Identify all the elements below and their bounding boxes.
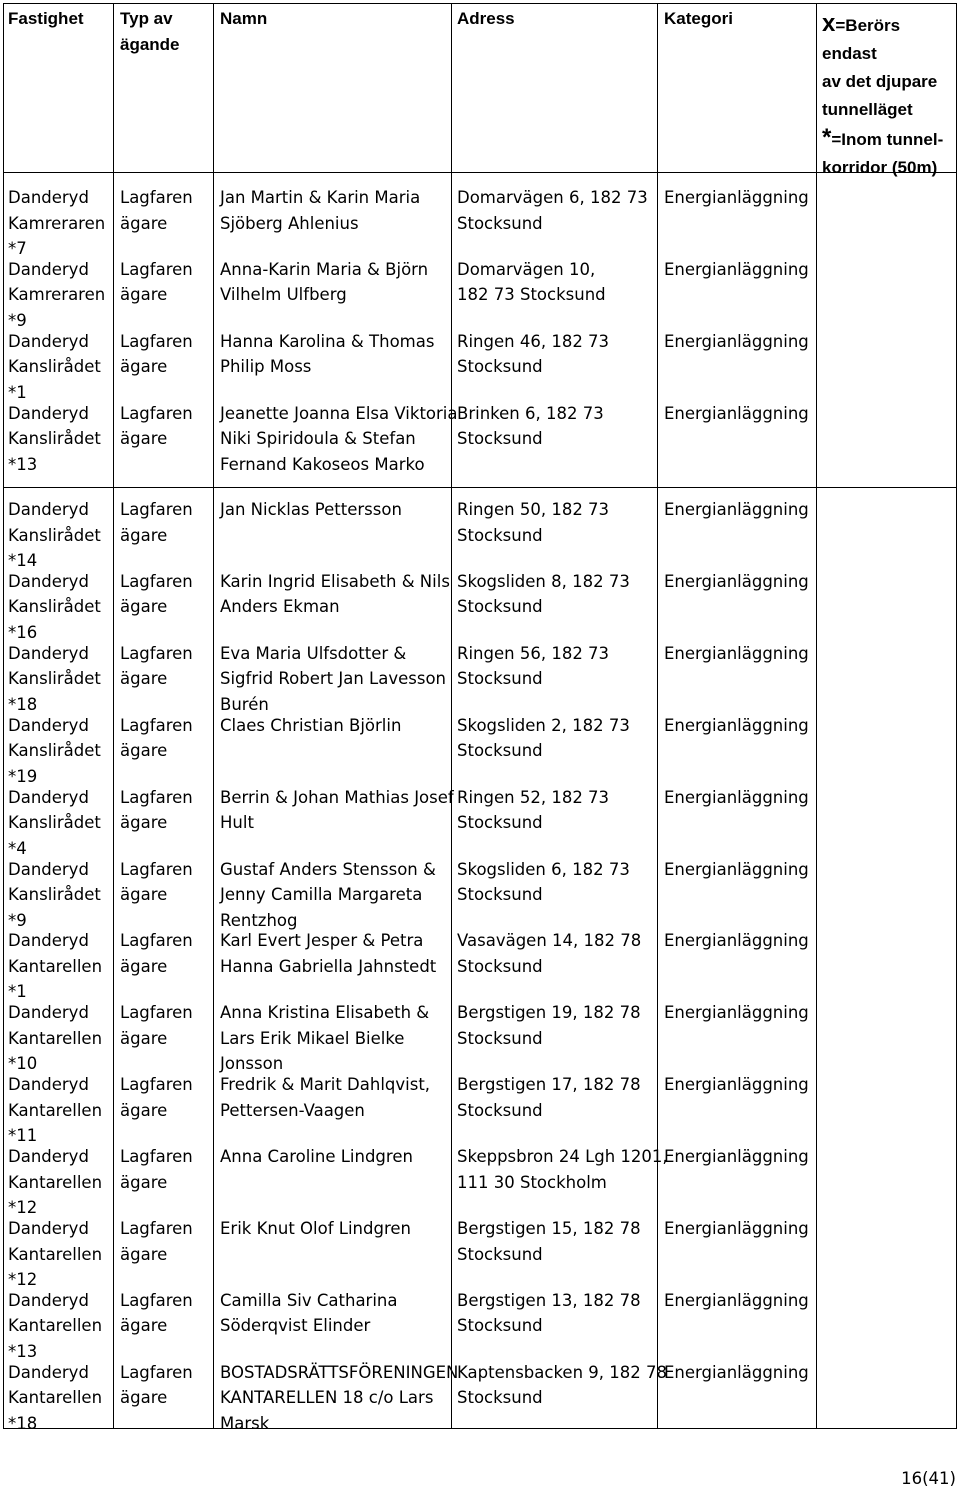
cell-kat: Energianläggning bbox=[664, 1290, 809, 1310]
table-row bbox=[0, 497, 960, 569]
cell-kat: Energianläggning bbox=[664, 403, 809, 423]
table-row bbox=[0, 185, 960, 257]
cell-namn: Camilla Siv Catharina Söderqvist Elinder bbox=[220, 1290, 398, 1336]
header-adress: Adress bbox=[457, 9, 515, 28]
cell-typ: Lagfaren ägare bbox=[120, 1147, 193, 1192]
table-row bbox=[0, 641, 960, 713]
cell-adr: Ringen 46, 182 73 Stocksund bbox=[457, 331, 610, 377]
table-row bbox=[0, 1144, 960, 1216]
cell-fast: Danderyd Kantarellen *12 bbox=[8, 1219, 103, 1289]
cell-fast: Danderyd Kantarellen *18 bbox=[8, 1362, 103, 1433]
cell-fast: Danderyd Kantarellen *10 bbox=[8, 1003, 103, 1074]
cell-adr: Bergstigen 19, 182 78 Stocksund bbox=[457, 1003, 641, 1048]
cell-kat: Energianläggning bbox=[664, 1147, 809, 1167]
cell-kat: Energianläggning bbox=[664, 259, 809, 279]
cell-typ: Lagfaren ägare bbox=[120, 787, 193, 833]
cell-namn: Erik Knut Olof Lindgren bbox=[220, 1219, 411, 1238]
cell-fast: Danderyd Kamreraren *7 bbox=[8, 188, 106, 258]
cell-namn: Gustaf Anders Stensson & Jenny Camilla Margareta Rentzhog bbox=[220, 859, 436, 930]
cell-typ: Lagfaren ägare bbox=[120, 1075, 193, 1120]
cell-kat: Energianläggning bbox=[664, 787, 809, 807]
header-namn: Namn bbox=[220, 9, 268, 28]
cell-namn: Jan Martin & Karin Maria Sjöberg Ahlenius bbox=[220, 188, 421, 233]
header-divider bbox=[3, 172, 957, 173]
header-typ-av-agande: Typ av ägande bbox=[120, 9, 180, 54]
cell-namn: Claes Christian Björlin bbox=[220, 715, 402, 735]
cell-namn: BOSTADSRÄTTSFÖRENINGEN KANTARELLEN 18 c/o Lars Marsk bbox=[220, 1362, 459, 1433]
cell-fast: Danderyd Kanslirådet *13 bbox=[8, 403, 101, 474]
cell-namn: Hanna Karolina & Thomas Philip Moss bbox=[220, 331, 435, 377]
cell-typ: Lagfaren ägare bbox=[120, 259, 193, 305]
cell-fast: Danderyd Kanslirådet *19 bbox=[8, 715, 101, 786]
cell-kat: Energianläggning bbox=[664, 331, 809, 351]
table-row bbox=[0, 1072, 960, 1144]
cell-fast: Danderyd Kanslirådet *9 bbox=[8, 859, 101, 930]
cell-namn: Anna-Karin Maria & Björn Vilhelm Ulfberg bbox=[220, 259, 429, 305]
cell-kat: Energianläggning bbox=[664, 188, 809, 207]
cell-kat: Energianläggning bbox=[664, 1003, 809, 1023]
cell-typ: Lagfaren ägare bbox=[120, 571, 193, 617]
cell-adr: Skogsliden 2, 182 73 Stocksund bbox=[457, 715, 630, 761]
cell-typ: Lagfaren ägare bbox=[120, 1219, 193, 1264]
cell-kat: Energianläggning bbox=[664, 715, 809, 735]
cell-kat: Energianläggning bbox=[664, 571, 809, 591]
group-divider bbox=[3, 487, 957, 488]
cell-typ: Lagfaren ägare bbox=[120, 331, 193, 377]
table-row bbox=[0, 1360, 960, 1432]
table-row bbox=[0, 257, 960, 329]
cell-namn: Berrin & Johan Mathias Josef Hult bbox=[220, 787, 454, 833]
cell-fast: Danderyd Kantarellen *12 bbox=[8, 1147, 103, 1218]
header-kategori: Kategori bbox=[664, 9, 733, 28]
cell-kat: Energianläggning bbox=[664, 1219, 809, 1238]
cell-fast: Danderyd Kamreraren *9 bbox=[8, 259, 106, 330]
cell-kat: Energianläggning bbox=[664, 859, 809, 879]
cell-kat: Energianläggning bbox=[664, 931, 809, 951]
cell-kat: Energianläggning bbox=[664, 500, 809, 519]
cell-kat: Energianläggning bbox=[664, 643, 809, 663]
cell-typ: Lagfaren ägare bbox=[120, 643, 193, 689]
cell-namn: Jan Nicklas Pettersson bbox=[220, 500, 402, 519]
cell-adr: Ringen 56, 182 73 Stocksund bbox=[457, 643, 610, 689]
page-number: 16(41) bbox=[901, 1469, 956, 1488]
cell-typ: Lagfaren ägare bbox=[120, 1290, 193, 1336]
cell-namn: Anna Caroline Lindgren bbox=[220, 1147, 413, 1167]
cell-fast: Danderyd Kanslirådet *16 bbox=[8, 571, 101, 642]
cell-typ: Lagfaren ägare bbox=[120, 859, 193, 904]
table-row bbox=[0, 1288, 960, 1360]
cell-adr: Bergstigen 13, 182 78 Stocksund bbox=[457, 1290, 641, 1336]
cell-kat: Energianläggning bbox=[664, 1362, 809, 1382]
cell-fast: Danderyd Kantarellen *1 bbox=[8, 931, 103, 1002]
table-row bbox=[0, 785, 960, 857]
cell-adr: Bergstigen 15, 182 78 Stocksund bbox=[457, 1219, 641, 1264]
cell-adr: Ringen 52, 182 73 Stocksund bbox=[457, 787, 610, 833]
table-row bbox=[0, 401, 960, 473]
cell-typ: Lagfaren ägare bbox=[120, 403, 193, 449]
cell-fast: Danderyd Kanslirådet *18 bbox=[8, 643, 101, 714]
cell-fast: Danderyd Kanslirådet *1 bbox=[8, 331, 101, 402]
cell-adr: Bergstigen 17, 182 78 Stocksund bbox=[457, 1075, 641, 1120]
cell-adr: Ringen 50, 182 73 Stocksund bbox=[457, 500, 610, 545]
table-row bbox=[0, 329, 960, 401]
cell-fast: Danderyd Kanslirådet *14 bbox=[8, 500, 101, 570]
cell-adr: Domarvägen 10, 182 73 Stocksund bbox=[457, 259, 606, 305]
cell-adr: Kaptensbacken 9, 182 78 Stocksund bbox=[457, 1362, 667, 1408]
cell-fast: Danderyd Kantarellen *11 bbox=[8, 1075, 103, 1146]
cell-adr: Domarvägen 6, 182 73 Stocksund bbox=[457, 188, 648, 233]
table-row bbox=[0, 928, 960, 1000]
cell-typ: Lagfaren ägare bbox=[120, 1003, 193, 1048]
table-row bbox=[0, 857, 960, 929]
cell-typ: Lagfaren ägare bbox=[120, 715, 193, 761]
table-row bbox=[0, 569, 960, 641]
cell-fast: Danderyd Kantarellen *13 bbox=[8, 1290, 103, 1361]
cell-namn: Karl Evert Jesper & Petra Hanna Gabriella Jahnstedt bbox=[220, 931, 437, 976]
cell-typ: Lagfaren ägare bbox=[120, 188, 193, 233]
cell-adr: Brinken 6, 182 73 Stocksund bbox=[457, 403, 604, 449]
cell-typ: Lagfaren ägare bbox=[120, 1362, 193, 1408]
table-row bbox=[0, 1000, 960, 1072]
cell-typ: Lagfaren ägare bbox=[120, 500, 193, 545]
cell-namn: Anna Kristina Elisabeth & Lars Erik Mikael Bielke Jonsson bbox=[220, 1003, 430, 1074]
cell-namn: Eva Maria Ulfsdotter & Sigfrid Robert Jan Lavesson Burén bbox=[220, 643, 447, 714]
header-legend: x=Berörs endast av det djupare tunnelläget *=Inom tunnel- korridor (50m) bbox=[822, 10, 944, 177]
cell-namn: Jeanette Joanna Elsa Viktoria Niki Spiridoula & Stefan Fernand Kakoseos Marko bbox=[220, 403, 458, 474]
cell-kat: Energianläggning bbox=[664, 1075, 809, 1095]
cell-adr: Vasavägen 14, 182 78 Stocksund bbox=[457, 931, 642, 976]
cell-fast: Danderyd Kanslirådet *4 bbox=[8, 787, 101, 858]
cell-namn: Karin Ingrid Elisabeth & Nils Anders Ekman bbox=[220, 571, 450, 617]
cell-adr: Skogsliden 6, 182 73 Stocksund bbox=[457, 859, 630, 904]
header-fastighet: Fastighet bbox=[8, 9, 84, 28]
table-row bbox=[0, 713, 960, 785]
cell-adr: Skogsliden 8, 182 73 Stocksund bbox=[457, 571, 630, 617]
cell-namn: Fredrik & Marit Dahlqvist, Pettersen-Vaagen bbox=[220, 1075, 431, 1120]
cell-adr: Skeppsbron 24 Lgh 1201, 111 30 Stockholm bbox=[457, 1147, 668, 1192]
cell-typ: Lagfaren ägare bbox=[120, 931, 193, 976]
table-row bbox=[0, 1216, 960, 1288]
